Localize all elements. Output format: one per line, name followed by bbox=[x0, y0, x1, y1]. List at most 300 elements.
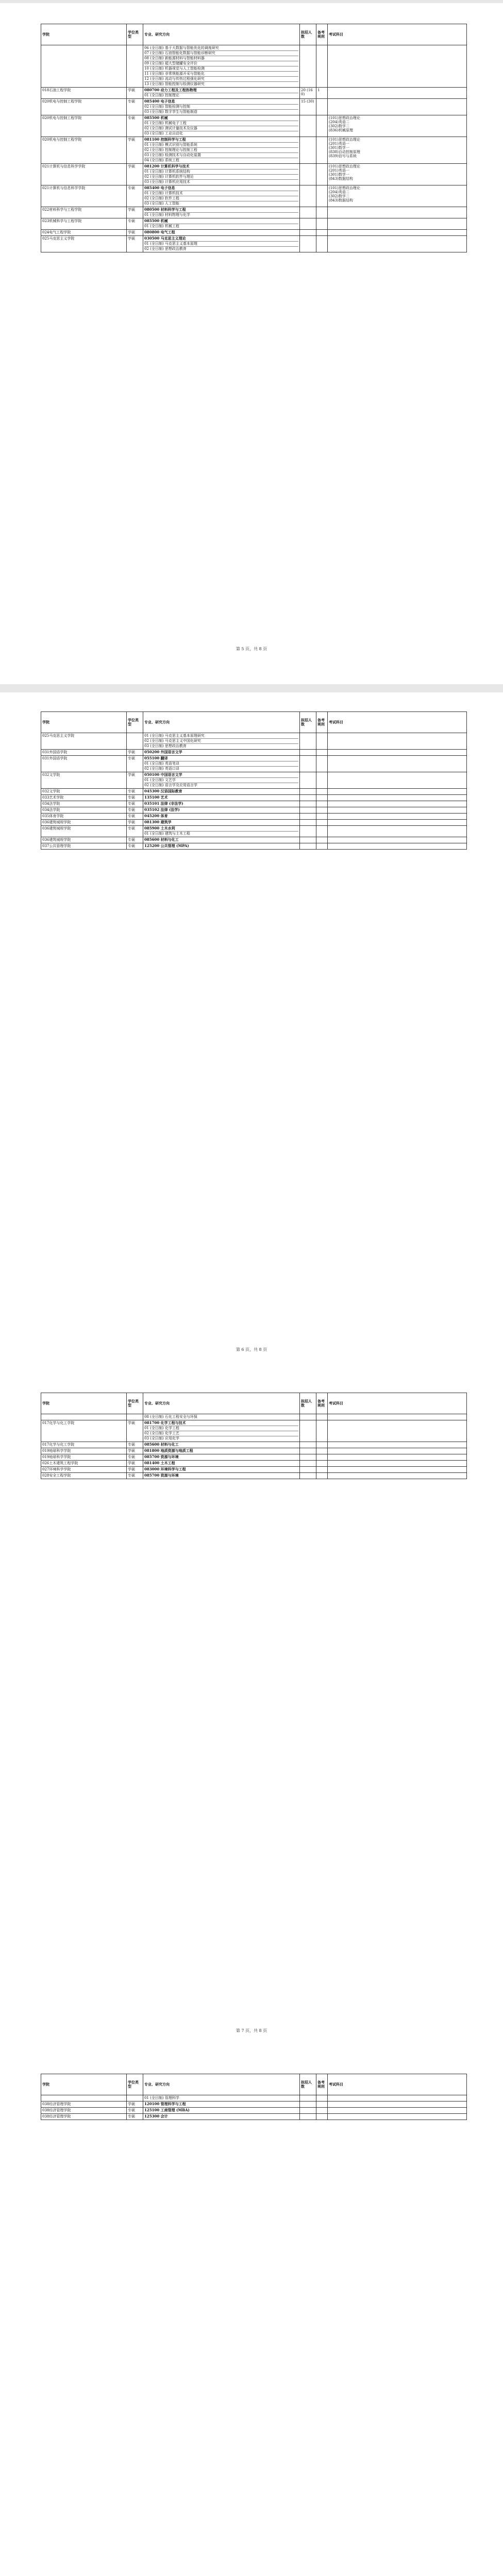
direction-line: 02 (全日制) 马克思主义中国化研究 bbox=[144, 739, 298, 744]
direction-line: 01 (全日制) 机械工程 bbox=[144, 224, 179, 228]
table-row bbox=[41, 1461, 467, 1467]
degree-type-cell: 专硕 bbox=[127, 1473, 143, 1479]
rule-cell bbox=[316, 801, 328, 807]
major-direction-cell bbox=[143, 789, 300, 795]
table-row bbox=[41, 164, 467, 185]
quota-cell: 20 (160) bbox=[300, 88, 316, 99]
degree-type-cell: 学硕 bbox=[127, 207, 143, 218]
degree-type-cell: 专硕 bbox=[127, 756, 143, 772]
direction-line: 081100 控制科学与工程 bbox=[144, 138, 298, 143]
exam-subject: (838)自动控制原理 bbox=[329, 150, 360, 154]
rule-cell bbox=[316, 1461, 328, 1467]
degree-type-cell: 专硕 bbox=[127, 1442, 143, 1448]
column-header: 学院 bbox=[41, 712, 127, 733]
direction-line: 13 (全日制) 智能控制与检测仪器研究 bbox=[144, 82, 205, 86]
direction-line: 035101 法律 (非法学) bbox=[144, 801, 183, 806]
direction-line: 11 (全日制) 非常规能源开采与智能化 bbox=[144, 72, 298, 77]
college-cell: 020机电与控制工程学院 bbox=[41, 115, 127, 137]
degree-type-cell: 学硕 bbox=[127, 1448, 143, 1454]
document-page bbox=[0, 4, 503, 684]
direction-line: 02 (全日制) 计算机软件与理论 bbox=[144, 175, 298, 180]
major-direction-cell bbox=[143, 807, 300, 814]
major-direction-cell bbox=[143, 1454, 300, 1461]
exam-subjects-cell bbox=[328, 789, 467, 795]
direction-line: 125300 会计 bbox=[144, 2114, 168, 2119]
college-cell: 031外国语学院 bbox=[41, 750, 127, 756]
column-header: 学院 bbox=[41, 1393, 127, 1414]
college-cell: 036建筑城规学院 bbox=[41, 820, 127, 826]
exam-subjects-cell bbox=[328, 164, 467, 185]
college-cell: 019地球科学学院 bbox=[41, 1454, 127, 1461]
page-footer: 第 5 页，共 8 页 bbox=[236, 647, 267, 651]
degree-type-cell: 专硕 bbox=[127, 795, 143, 801]
rule-cell bbox=[316, 1473, 328, 1479]
major-direction-cell bbox=[143, 1414, 300, 1420]
table-row bbox=[41, 88, 467, 99]
document-page bbox=[0, 2056, 503, 2576]
rule-cell bbox=[316, 837, 328, 843]
exam-subjects-cell bbox=[328, 230, 467, 236]
table-header-row bbox=[41, 2074, 467, 2095]
exam-subject: (839)信号与系统 bbox=[329, 154, 357, 158]
major-direction-cell bbox=[143, 826, 300, 837]
exam-subjects-cell bbox=[328, 2114, 467, 2120]
rule-cell bbox=[316, 772, 328, 789]
table-row bbox=[41, 820, 467, 826]
direction-line: 08 (全日制) 石化工程安全与环保 bbox=[144, 1415, 197, 1419]
exam-subjects-cell bbox=[328, 826, 467, 837]
table-row bbox=[41, 115, 467, 137]
rule-cell bbox=[316, 789, 328, 795]
college-cell: 033艺术学院 bbox=[41, 795, 127, 801]
exam-subject: (836)机械原理 bbox=[329, 128, 353, 132]
college-cell: 028安全工程学院 bbox=[41, 1473, 127, 1479]
quota-cell bbox=[300, 2114, 316, 2120]
quota-cell bbox=[300, 843, 316, 850]
exam-subjects-cell bbox=[328, 207, 467, 218]
exam-subjects-cell bbox=[328, 1461, 467, 1467]
rule-cell bbox=[316, 820, 328, 826]
exam-subjects-cell bbox=[328, 236, 467, 252]
direction-line: 01 (全日制) 计算机技术 bbox=[144, 191, 298, 196]
quota-cell bbox=[300, 820, 316, 826]
table-row bbox=[41, 99, 467, 115]
major-direction-cell bbox=[143, 814, 300, 820]
direction-line: 02 (全日制) 英语口译 bbox=[144, 767, 179, 771]
exam-subject: (301)数学一 bbox=[329, 173, 349, 177]
table-row bbox=[41, 2102, 467, 2108]
direction-line: 083000 环境科学与工程 bbox=[144, 1467, 186, 1471]
exam-subject: (201)英语一 bbox=[329, 168, 349, 173]
rule-cell bbox=[316, 164, 328, 185]
quota-cell bbox=[300, 814, 316, 820]
degree-type-cell: 学硕 bbox=[127, 820, 143, 826]
quota-cell bbox=[300, 733, 316, 750]
column-header: 备考规则 bbox=[316, 24, 328, 45]
column-header: 备考规则 bbox=[316, 1393, 328, 1414]
direction-line: 01 (全日制) 英语笔译 bbox=[144, 761, 298, 767]
quota-cell bbox=[300, 218, 316, 230]
quota-cell bbox=[300, 795, 316, 801]
table-row bbox=[41, 1473, 467, 1479]
rule-cell bbox=[316, 230, 328, 236]
rule-cell bbox=[316, 750, 328, 756]
direction-line: 04 (全日制) 系统工程 bbox=[144, 158, 179, 162]
rule-cell bbox=[316, 207, 328, 218]
degree-type-cell: 专硕 bbox=[127, 801, 143, 807]
table-row bbox=[41, 795, 467, 801]
table-row bbox=[41, 756, 467, 772]
quota-cell bbox=[300, 1461, 316, 1467]
direction-line: 120100 管理科学与工程 bbox=[144, 2102, 186, 2106]
exam-subjects-cell bbox=[328, 1454, 467, 1461]
college-cell: 027环境科学学院 bbox=[41, 1467, 127, 1473]
direction-line: 12 (全日制) 流动与传热过程强化研究 bbox=[144, 77, 298, 82]
direction-line: 081200 计算机科学与技术 bbox=[144, 164, 298, 170]
table-row bbox=[41, 750, 467, 756]
exam-subjects-cell bbox=[328, 2102, 467, 2108]
college-cell: 021计算机与信息科学学院 bbox=[41, 164, 127, 185]
major-direction-cell bbox=[143, 1448, 300, 1454]
direction-line: 03 (全日制) 人工智能 bbox=[144, 201, 179, 206]
quota-cell bbox=[300, 45, 316, 88]
column-header: 学院 bbox=[41, 24, 127, 45]
exam-subjects-cell bbox=[328, 795, 467, 801]
direction-line: 045200 体育 bbox=[144, 814, 168, 818]
exam-subject: (301)数学一 bbox=[329, 146, 349, 150]
major-direction-cell bbox=[143, 1442, 300, 1448]
college-cell: 034法学院 bbox=[41, 801, 127, 807]
direction-line: 081800 地质资源与地质工程 bbox=[144, 1448, 193, 1453]
column-header: 考试科目 bbox=[328, 712, 467, 733]
quota-cell bbox=[300, 230, 316, 236]
table-row bbox=[41, 789, 467, 795]
column-header: 考试科目 bbox=[328, 24, 467, 45]
table-row bbox=[41, 814, 467, 820]
direction-line: 07 (全日制) 石油智能化数据与智能诊断研究 bbox=[144, 51, 298, 56]
college-cell: 019地球科学学院 bbox=[41, 1448, 127, 1454]
quota-cell bbox=[300, 1420, 316, 1442]
major-direction-cell bbox=[143, 218, 300, 230]
rule-cell bbox=[316, 1467, 328, 1473]
college-cell: 032文学院 bbox=[41, 772, 127, 789]
quota-cell bbox=[300, 2095, 316, 2102]
college-cell: 025马克思主义学院 bbox=[41, 733, 127, 750]
direction-line: 085900 土木水利 bbox=[144, 826, 298, 832]
column-header: 拟招人数 bbox=[300, 712, 316, 733]
college-cell: 038经济管理学院 bbox=[41, 2108, 127, 2114]
quota-cell bbox=[300, 1467, 316, 1473]
table-row bbox=[41, 1448, 467, 1454]
degree-type-cell: 学硕 bbox=[127, 1461, 143, 1467]
rule-cell bbox=[316, 807, 328, 814]
direction-line: 050200 外国语言文学 bbox=[144, 750, 182, 754]
exam-subjects-cell bbox=[328, 750, 467, 756]
direction-line: 085700 资源与环境 bbox=[144, 1473, 179, 1478]
major-direction-cell bbox=[143, 236, 300, 252]
rule-cell bbox=[316, 814, 328, 820]
direction-line: 02 (全日制) 测试计量技术及仪器 bbox=[144, 126, 298, 131]
document-page bbox=[0, 1375, 503, 2055]
direction-line: 03 (全日制) 计算机应用技术 bbox=[144, 180, 190, 184]
table-row bbox=[41, 218, 467, 230]
exam-subjects-cell bbox=[328, 2108, 467, 2114]
direction-line: 080800 电气工程 bbox=[144, 230, 175, 234]
exam-subject: (201)英语一 bbox=[329, 142, 349, 146]
table-row bbox=[41, 1414, 467, 1420]
exam-subject: (204)英语二 bbox=[329, 120, 349, 124]
rule-cell bbox=[316, 236, 328, 252]
direction-line: 081700 化学工程与技术 bbox=[144, 1421, 298, 1426]
college-cell: 017化学与化工学院 bbox=[41, 1420, 127, 1442]
college-cell: 026土木建筑工程学院 bbox=[41, 1461, 127, 1467]
rule-cell bbox=[316, 1454, 328, 1461]
rule-cell bbox=[316, 1448, 328, 1454]
direction-line: 085500 机械 bbox=[144, 116, 298, 121]
direction-line: 01 (全日制) 计算机系统结构 bbox=[144, 170, 298, 175]
table-row bbox=[41, 185, 467, 207]
quota-cell bbox=[300, 185, 316, 207]
quota-cell: 15 (30) bbox=[300, 99, 316, 115]
column-header: 备考规则 bbox=[316, 712, 328, 733]
table-row bbox=[41, 230, 467, 236]
degree-type-cell: 专硕 bbox=[127, 99, 143, 115]
rule-cell bbox=[316, 795, 328, 801]
direction-line: 081300 建筑学 bbox=[144, 820, 172, 824]
major-direction-cell bbox=[143, 756, 300, 772]
document-page bbox=[0, 693, 503, 1374]
degree-type-cell: 学硕 bbox=[127, 1420, 143, 1442]
major-direction-cell bbox=[143, 207, 300, 218]
college-cell: 018石油工程学院 bbox=[41, 88, 127, 99]
exam-subjects-cell bbox=[328, 115, 467, 137]
exam-subject: (302)数学二 bbox=[329, 124, 349, 128]
rule-cell bbox=[316, 137, 328, 164]
column-header: 拟招人数 bbox=[300, 1393, 316, 1414]
degree-type-cell: 学硕 bbox=[127, 230, 143, 236]
college-cell: 024电气工程学院 bbox=[41, 230, 127, 236]
direction-line: 02 (全日制) 控制理论与控制工程 bbox=[144, 148, 298, 153]
admissions-table bbox=[41, 1393, 467, 1479]
column-header: 学位类型 bbox=[127, 712, 143, 733]
quota-cell bbox=[300, 826, 316, 837]
college-cell: 037公共管理学院 bbox=[41, 843, 127, 850]
quota-cell bbox=[300, 164, 316, 185]
direction-line: 06 (全日制) 基于大数据与智能优化的调度研究 bbox=[144, 46, 298, 51]
rule-cell bbox=[316, 115, 328, 137]
quota-cell bbox=[300, 236, 316, 252]
major-direction-cell bbox=[143, 772, 300, 789]
major-direction-cell bbox=[143, 99, 300, 115]
rule-cell bbox=[316, 99, 328, 115]
page-footer: 第 6 页，共 8 页 bbox=[236, 1347, 267, 1352]
rule-cell bbox=[316, 826, 328, 837]
direction-line: 01 (全日制) 机械电子工程 bbox=[144, 121, 298, 126]
table-row bbox=[41, 2114, 467, 2120]
degree-type-cell: 学硕 bbox=[127, 236, 143, 252]
exam-subjects-cell bbox=[328, 814, 467, 820]
table-row bbox=[41, 2108, 467, 2114]
direction-line: 03 (全日制) 思想政治教育 bbox=[144, 744, 187, 748]
direction-line: 085500 机械 bbox=[144, 219, 298, 224]
quota-cell bbox=[300, 1442, 316, 1448]
degree-type-cell: 专硕 bbox=[127, 843, 143, 850]
column-header: 拟招人数 bbox=[300, 24, 316, 45]
degree-type-cell: 专硕 bbox=[127, 807, 143, 814]
major-direction-cell bbox=[143, 837, 300, 843]
direction-line: 055100 翻译 bbox=[144, 756, 298, 761]
direction-line: 02 (全日制) 思想政治教育 bbox=[144, 247, 187, 251]
major-direction-cell bbox=[143, 1473, 300, 1479]
rule-cell bbox=[316, 756, 328, 772]
major-direction-cell bbox=[143, 88, 300, 99]
degree-type-cell: 专硕 bbox=[127, 2108, 143, 2114]
rule-cell bbox=[316, 1414, 328, 1420]
rule-cell bbox=[316, 185, 328, 207]
major-direction-cell bbox=[143, 795, 300, 801]
direction-line: 02 (全日制) 语言学及应用语言学 bbox=[144, 783, 197, 787]
table-row bbox=[41, 45, 467, 88]
direction-line: 03 (全日制) 应用化学 bbox=[144, 1436, 179, 1440]
college-cell: 031外国语学院 bbox=[41, 756, 127, 772]
quota-cell bbox=[300, 789, 316, 795]
table-header-row bbox=[41, 712, 467, 733]
direction-line: 030500 马克思主义理论 bbox=[144, 236, 298, 242]
table-row bbox=[41, 207, 467, 218]
column-header: 考试科目 bbox=[328, 2074, 467, 2095]
degree-type-cell: 专硕 bbox=[127, 2114, 143, 2120]
table-row bbox=[41, 843, 467, 850]
direction-line: 01 (全日制) 管理科学 bbox=[144, 2096, 179, 2100]
major-direction-cell bbox=[143, 733, 300, 750]
table-row bbox=[41, 2095, 467, 2102]
degree-type-cell: 学硕 bbox=[127, 88, 143, 99]
college-cell: 022材料科学与工程学院 bbox=[41, 207, 127, 218]
column-header: 学位类型 bbox=[127, 2074, 143, 2095]
degree-type-cell: 专硕 bbox=[127, 185, 143, 207]
exam-subjects-cell bbox=[328, 820, 467, 826]
admissions-table bbox=[41, 24, 467, 252]
exam-subjects-cell bbox=[328, 185, 467, 207]
direction-line: 081400 土木工程 bbox=[144, 1461, 175, 1465]
quota-cell bbox=[300, 1414, 316, 1420]
direction-line: 03 (全日制) 数字孪生与智能制造 bbox=[144, 110, 197, 114]
rule-cell bbox=[316, 2114, 328, 2120]
college-cell: 020机电与控制工程学院 bbox=[41, 137, 127, 164]
rule-cell: 1 bbox=[316, 88, 328, 99]
degree-type-cell: 学硕 bbox=[127, 164, 143, 185]
exam-subjects-cell bbox=[328, 807, 467, 814]
rule-cell bbox=[316, 1442, 328, 1448]
rule-cell bbox=[316, 2102, 328, 2108]
quota-cell bbox=[300, 207, 316, 218]
direction-line: 03 (全日制) 工业自动化 bbox=[144, 131, 183, 135]
college-cell: 032文学院 bbox=[41, 789, 127, 795]
direction-line: 02 (全日制) 智能检测与控制 bbox=[144, 105, 298, 110]
major-direction-cell bbox=[143, 137, 300, 164]
direction-line: 09 (全日制) 超大型储罐安全评价 bbox=[144, 61, 298, 66]
degree-type-cell: 学硕 bbox=[127, 772, 143, 789]
degree-type-cell: 专硕 bbox=[127, 115, 143, 137]
direction-line: 01 (全日制) 材料物理与化学 bbox=[144, 213, 190, 217]
degree-type-cell: 学硕 bbox=[127, 1467, 143, 1473]
college-cell bbox=[41, 1414, 127, 1420]
direction-line: 01 (全日制) 模式识别与智能系统 bbox=[144, 143, 298, 148]
major-direction-cell bbox=[143, 2114, 300, 2120]
exam-subjects-cell bbox=[328, 218, 467, 230]
column-header: 专业、研究方向 bbox=[143, 1393, 300, 1414]
column-header: 学院 bbox=[41, 2074, 127, 2095]
column-header: 学位类型 bbox=[127, 24, 143, 45]
exam-subjects-cell bbox=[328, 837, 467, 843]
college-cell: 038经济管理学院 bbox=[41, 2102, 127, 2108]
direction-line: 050100 中国语言文学 bbox=[144, 773, 298, 778]
college-cell bbox=[41, 2095, 127, 2102]
major-direction-cell bbox=[143, 843, 300, 850]
direction-line: 01 (全日制) 马克思主义基本原理 bbox=[144, 242, 298, 247]
degree-type-cell: 专硕 bbox=[127, 814, 143, 820]
table-row bbox=[41, 772, 467, 789]
direction-line: 01 (全日制) 控制理论 bbox=[144, 93, 179, 97]
quota-cell bbox=[300, 772, 316, 789]
direction-line: 02 (全日制) 化学工艺 bbox=[144, 1431, 298, 1436]
college-cell: 017化学与化工学院 bbox=[41, 1442, 127, 1448]
rule-cell bbox=[316, 45, 328, 88]
rule-cell bbox=[316, 2108, 328, 2114]
college-cell: 023机械科学与工程学院 bbox=[41, 218, 127, 230]
college-cell: 035体育学院 bbox=[41, 814, 127, 820]
exam-subjects-cell bbox=[328, 1442, 467, 1448]
quota-cell bbox=[300, 1473, 316, 1479]
table-row bbox=[41, 1454, 467, 1461]
degree-type-cell bbox=[127, 733, 143, 750]
table-header-row bbox=[41, 1393, 467, 1414]
quota-cell bbox=[300, 115, 316, 137]
degree-type-cell: 专硕 bbox=[127, 826, 143, 837]
table-row bbox=[41, 236, 467, 252]
direction-line: 01 (全日制) 文艺学 bbox=[144, 778, 298, 783]
direction-line: 085400 电子信息 bbox=[144, 99, 298, 105]
quota-cell bbox=[300, 2102, 316, 2108]
table-row bbox=[41, 1467, 467, 1473]
college-cell bbox=[41, 45, 127, 88]
college-cell: 038经济管理学院 bbox=[41, 2114, 127, 2120]
direction-line: 125100 工商管理 (MBA) bbox=[144, 2108, 190, 2112]
direction-line: 125200 公共管理 (MPA) bbox=[144, 843, 189, 848]
exam-subjects-cell bbox=[328, 1420, 467, 1442]
rule-cell bbox=[316, 843, 328, 850]
direction-line: 10 (全日制) 机器视觉与人工智能检测 bbox=[144, 66, 298, 72]
exam-subjects-cell bbox=[328, 843, 467, 850]
degree-type-cell: 专硕 bbox=[127, 789, 143, 795]
exam-subjects-cell bbox=[328, 45, 467, 88]
exam-subjects-cell bbox=[328, 1473, 467, 1479]
degree-type-cell bbox=[127, 2095, 143, 2102]
column-header: 拟招人数 bbox=[300, 2074, 316, 2095]
exam-subject: (101)思想政治理论 bbox=[329, 138, 360, 142]
quota-cell bbox=[300, 1454, 316, 1461]
direction-line: 01 (全日制) 化学工程 bbox=[144, 1426, 298, 1431]
major-direction-cell bbox=[143, 1467, 300, 1473]
degree-type-cell: 学硕 bbox=[127, 750, 143, 756]
major-direction-cell bbox=[143, 801, 300, 807]
column-header: 专业、研究方向 bbox=[143, 712, 300, 733]
table-row bbox=[41, 1420, 467, 1442]
column-header: 考试科目 bbox=[328, 1393, 467, 1414]
direction-line: 01 (全日制) 建筑与土木工程 bbox=[144, 832, 190, 836]
major-direction-cell bbox=[143, 820, 300, 826]
table-row bbox=[41, 826, 467, 837]
